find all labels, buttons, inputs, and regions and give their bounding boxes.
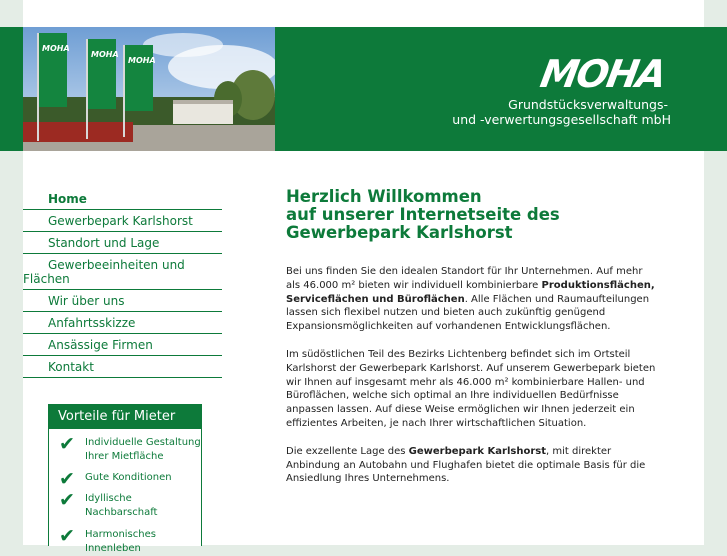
benefit-item: [49, 433, 201, 464]
nav-item-anfahrtsskizze[interactable]: Anfahrtsskizze: [23, 312, 222, 334]
page-title-line1: Herzlich Willkommen: [286, 187, 482, 206]
nav-item-wir-ueber-uns[interactable]: Wir über uns: [23, 290, 222, 312]
intro-paragraph: [286, 265, 658, 334]
company-tagline-line2: und -verwertungsgesellschaft mbH: [452, 112, 671, 127]
page-title-line3: Gewerbepark Karlshorst: [286, 223, 513, 242]
benefit-text-line1: Harmonisches: [85, 529, 156, 540]
access-text: Die exzellente Lage des: [286, 445, 409, 457]
checkmark-icon: ✔: [59, 525, 75, 547]
benefit-text-line2: Innenleben: [85, 543, 141, 554]
main-navigation: [23, 188, 222, 378]
access-text-rest: , mit direkter Anbindung an Autobahn und Flughafen bietet die optimale Basis für die Ansiedlung Ihres Unternehmens.: [286, 445, 646, 485]
access-highlight: Gewerbepark Karlshorst: [408, 445, 546, 457]
company-tagline-line1: Grundstücksverwaltungs-: [508, 97, 668, 112]
benefits-box: [48, 404, 202, 554]
benefits-title: Vorteile für Mieter: [49, 405, 201, 429]
benefit-item: [49, 489, 201, 520]
nav-item-kontakt[interactable]: Kontakt: [23, 356, 222, 378]
nav-item-label-line1: Gewerbeeinheiten und: [48, 258, 185, 272]
main-content: [286, 188, 658, 486]
page-title: [286, 188, 658, 242]
moha-logo[interactable]: MOHA: [537, 52, 669, 96]
intro-text-rest: . Alle Flächen und Raumaufteilungen lassen sich flexibel nutzen und bieten auch zukünftig genügend Expansionsmöglichkeiten auf vorhandenen Entwicklungsflächen.: [286, 293, 650, 333]
access-paragraph: [286, 445, 658, 486]
benefit-item: [49, 468, 201, 490]
benefit-text-line2: Ihrer Mietfläche: [85, 451, 164, 462]
nav-item-gewerbepark-karlshorst[interactable]: Gewerbepark Karlshorst: [23, 210, 222, 232]
nav-item-gewerbeeinheiten-und-flaechen[interactable]: [23, 254, 222, 290]
checkmark-icon: ✔: [59, 468, 75, 490]
nav-item-label-line2: Flächen: [23, 272, 70, 286]
flag-logo-3: MOHA: [128, 56, 156, 65]
checkmark-icon: ✔: [59, 489, 75, 511]
benefit-text-line1: Idyllische Nachbarschaft: [85, 493, 158, 518]
nav-item-home[interactable]: Home: [23, 188, 222, 210]
flag-logo-2: MOHA: [91, 50, 119, 59]
nav-item-standort-und-lage[interactable]: Standort und Lage: [23, 232, 222, 254]
benefit-text-line1: Individuelle Gestaltung: [85, 437, 201, 448]
flag-logo-1: MOHA: [42, 44, 70, 53]
location-paragraph: Im südöstlichen Teil des Bezirks Lichtenberg befindet sich im Ortsteil Karlshorst der Gewerbepark Karlshorst. Auf unserem Gewerbepark bieten wir Ihnen auf insgesamt mehr als 46.000 m² kombinierbare Hallen- und Büroflächen, welche sich optimal an Ihre individuellen Bedürfnisse anpassen lassen. Auf diese Weise ermöglichen wir Ihnen jederzeit ein effizientes Arbeiten, je nach Ihrer wirtschaftlichen Situation.: [286, 348, 656, 429]
page-title-line2: auf unserer Internetseite des: [286, 205, 560, 224]
intro-highlight: Produktionsflächen, Serviceflächen und Büroflächen: [286, 279, 655, 305]
benefit-text-line1: Gute Konditionen: [85, 472, 172, 483]
benefit-item: [49, 525, 201, 556]
header-photo: [23, 27, 275, 151]
checkmark-icon: ✔: [59, 433, 75, 455]
header-brand: [275, 27, 704, 151]
intro-text: Bei uns finden Sie den idealen Standort für Ihr Unternehmen. Auf mehr als 46.000 m² bieten wir individuell kombinierbare: [286, 266, 643, 291]
nav-item-ansaessige-firmen[interactable]: Ansässige Firmen: [23, 334, 222, 356]
